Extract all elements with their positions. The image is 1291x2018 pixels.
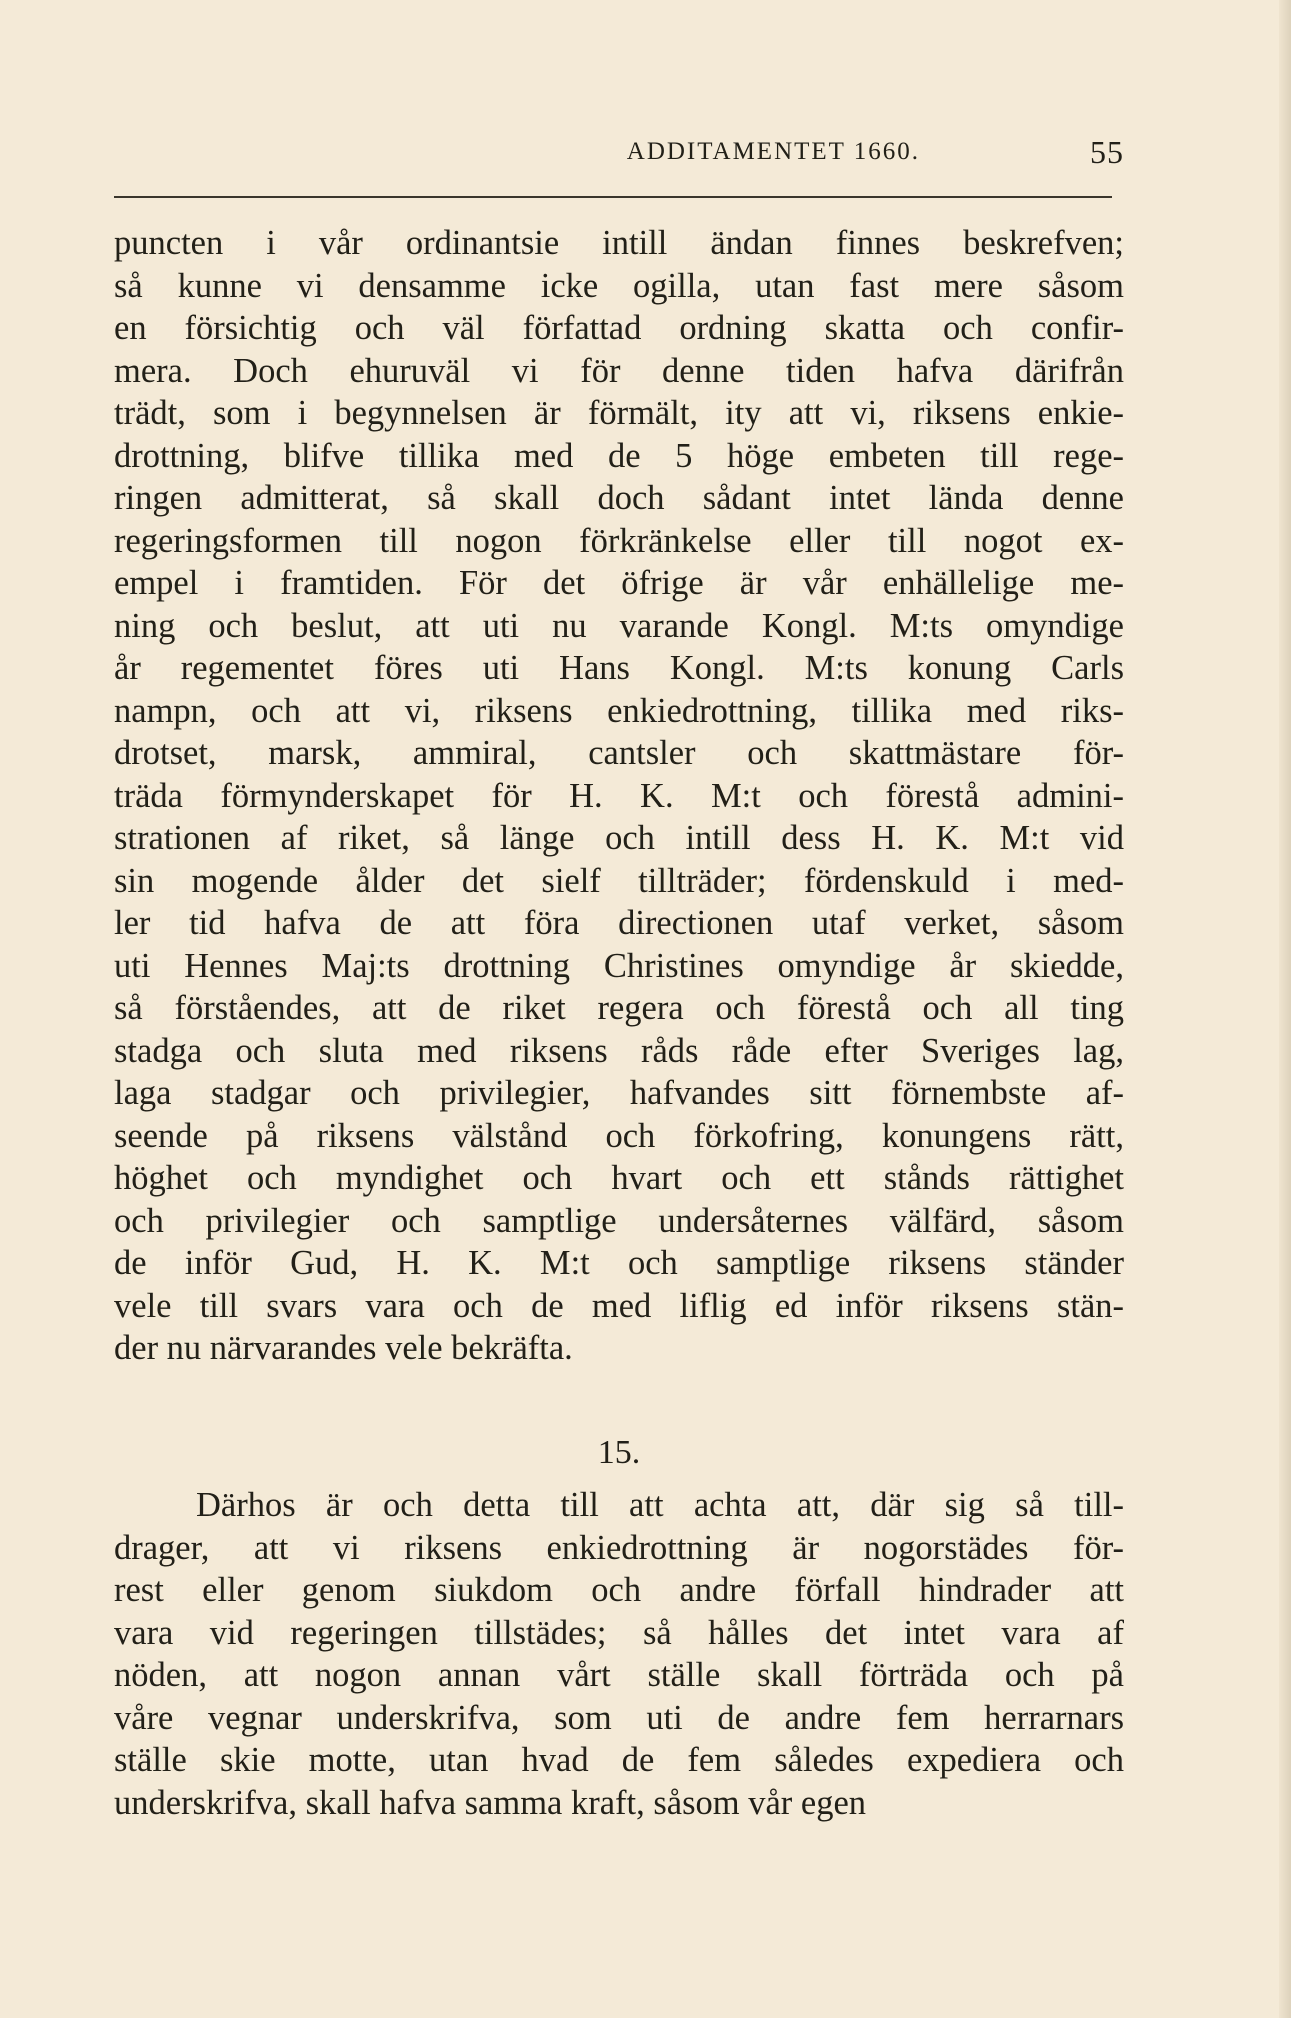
- text-line: puncten i vår ordinantsie intill ändan finnes beskrefven;: [114, 224, 1124, 262]
- text-line: nöden, att nogon annan vårt ställe skall förträda och på: [114, 1656, 1124, 1694]
- page-number: 55: [1090, 134, 1124, 170]
- text-line: och privilegier och samptlige undersåternes välfärd, såsom: [114, 1201, 1124, 1240]
- text-line: mera. Doch ehuruväl vi för denne tiden hafva därifrån: [114, 351, 1124, 390]
- text-line: ler tid hafva de att föra directionen utaf verket, såsom: [114, 904, 1124, 942]
- text-line: vara vid regeringen tillstädes; så hålles det intet vara af: [114, 1613, 1124, 1652]
- text-line: så förståendes, att de riket regera och förestå och all ting: [114, 989, 1124, 1027]
- text-line: drottning, blifve tillika med de 5 höge embeten till rege-: [114, 436, 1124, 475]
- text-line: trädt, som i begynnelsen är förmält, ity att vi, riksens enkie-: [114, 394, 1124, 432]
- text-line: der nu närvarandes vele bekräfta.: [114, 1329, 573, 1367]
- text-line: nampn, och att vi, riksens enkiedrottning, tillika med riks-: [114, 691, 1124, 730]
- text-line: regeringsformen till nogon förkränkelse eller till nogot ex-: [114, 521, 1124, 560]
- text-line: uti Hennes Maj:ts drottning Christines omyndige år skiedde,: [114, 946, 1124, 985]
- text-line: underskrifva, skall hafva samma kraft, såsom vår egen: [114, 1783, 867, 1822]
- text-line: Därhos är och detta till att achta att, där sig så till-: [196, 1486, 1124, 1524]
- page-header: [114, 132, 1124, 172]
- text-line: stadga och sluta med riksens råds råde efter Sveriges lag,: [114, 1031, 1124, 1070]
- header-rule: [114, 196, 1112, 198]
- page-edge-shadow: [1279, 0, 1291, 2018]
- section-number: 15.: [597, 1434, 641, 1471]
- text-line: våre vegnar underskrifva, som uti de andre fem herrarnars: [114, 1698, 1124, 1737]
- text-line: drotset, marsk, ammiral, cantsler och skattmästare för-: [114, 734, 1124, 772]
- text-line: ställe skie motte, utan hvad de fem således expediera och: [114, 1741, 1124, 1779]
- text-line: sin mogende ålder det sielf tillträder; fördenskuld i med-: [114, 861, 1124, 900]
- text-line: träda förmynderskapet för H. K. M:t och förestå admini-: [114, 776, 1124, 815]
- text-line: ning och beslut, att uti nu varande Kongl. M:ts omyndige: [114, 606, 1124, 645]
- text-line: seende på riksens välstånd och förkofring, konungens rätt,: [114, 1116, 1124, 1155]
- text-line: år regementet föres uti Hans Kongl. M:ts konung Carls: [114, 649, 1124, 687]
- text-line: vele till svars vara och de med liflig ed inför riksens stän-: [114, 1286, 1124, 1325]
- text-line: rest eller genom siukdom och andre förfall hindrader att: [114, 1571, 1124, 1609]
- text-line: empel i framtiden. För det öfrige är vår enhällelige me-: [114, 564, 1124, 602]
- text-line: ringen admitterat, så skall doch sådant intet lända denne: [114, 479, 1124, 517]
- paragraph-1: [114, 222, 1124, 1370]
- text-line: drager, att vi riksens enkiedrottning är nogorstädes för-: [114, 1528, 1124, 1567]
- text-line: en försichtig och väl författad ordning skatta och confir-: [114, 309, 1124, 347]
- text-line: strationen af riket, så länge och intill dess H. K. M:t vid: [114, 819, 1124, 857]
- text-line: laga stadgar och privilegier, hafvandes sitt förnembste af-: [114, 1074, 1124, 1112]
- paragraph-2: [114, 1484, 1124, 1824]
- text-line: de inför Gud, H. K. M:t och samptlige riksens ständer: [114, 1244, 1124, 1282]
- running-head: ADDITAMENTET 1660.: [626, 138, 920, 165]
- text-line: så kunne vi densamme icke ogilla, utan fast mere såsom: [114, 266, 1124, 305]
- text-line: höghet och myndighet och hvart och ett stånds rättighet: [114, 1159, 1124, 1197]
